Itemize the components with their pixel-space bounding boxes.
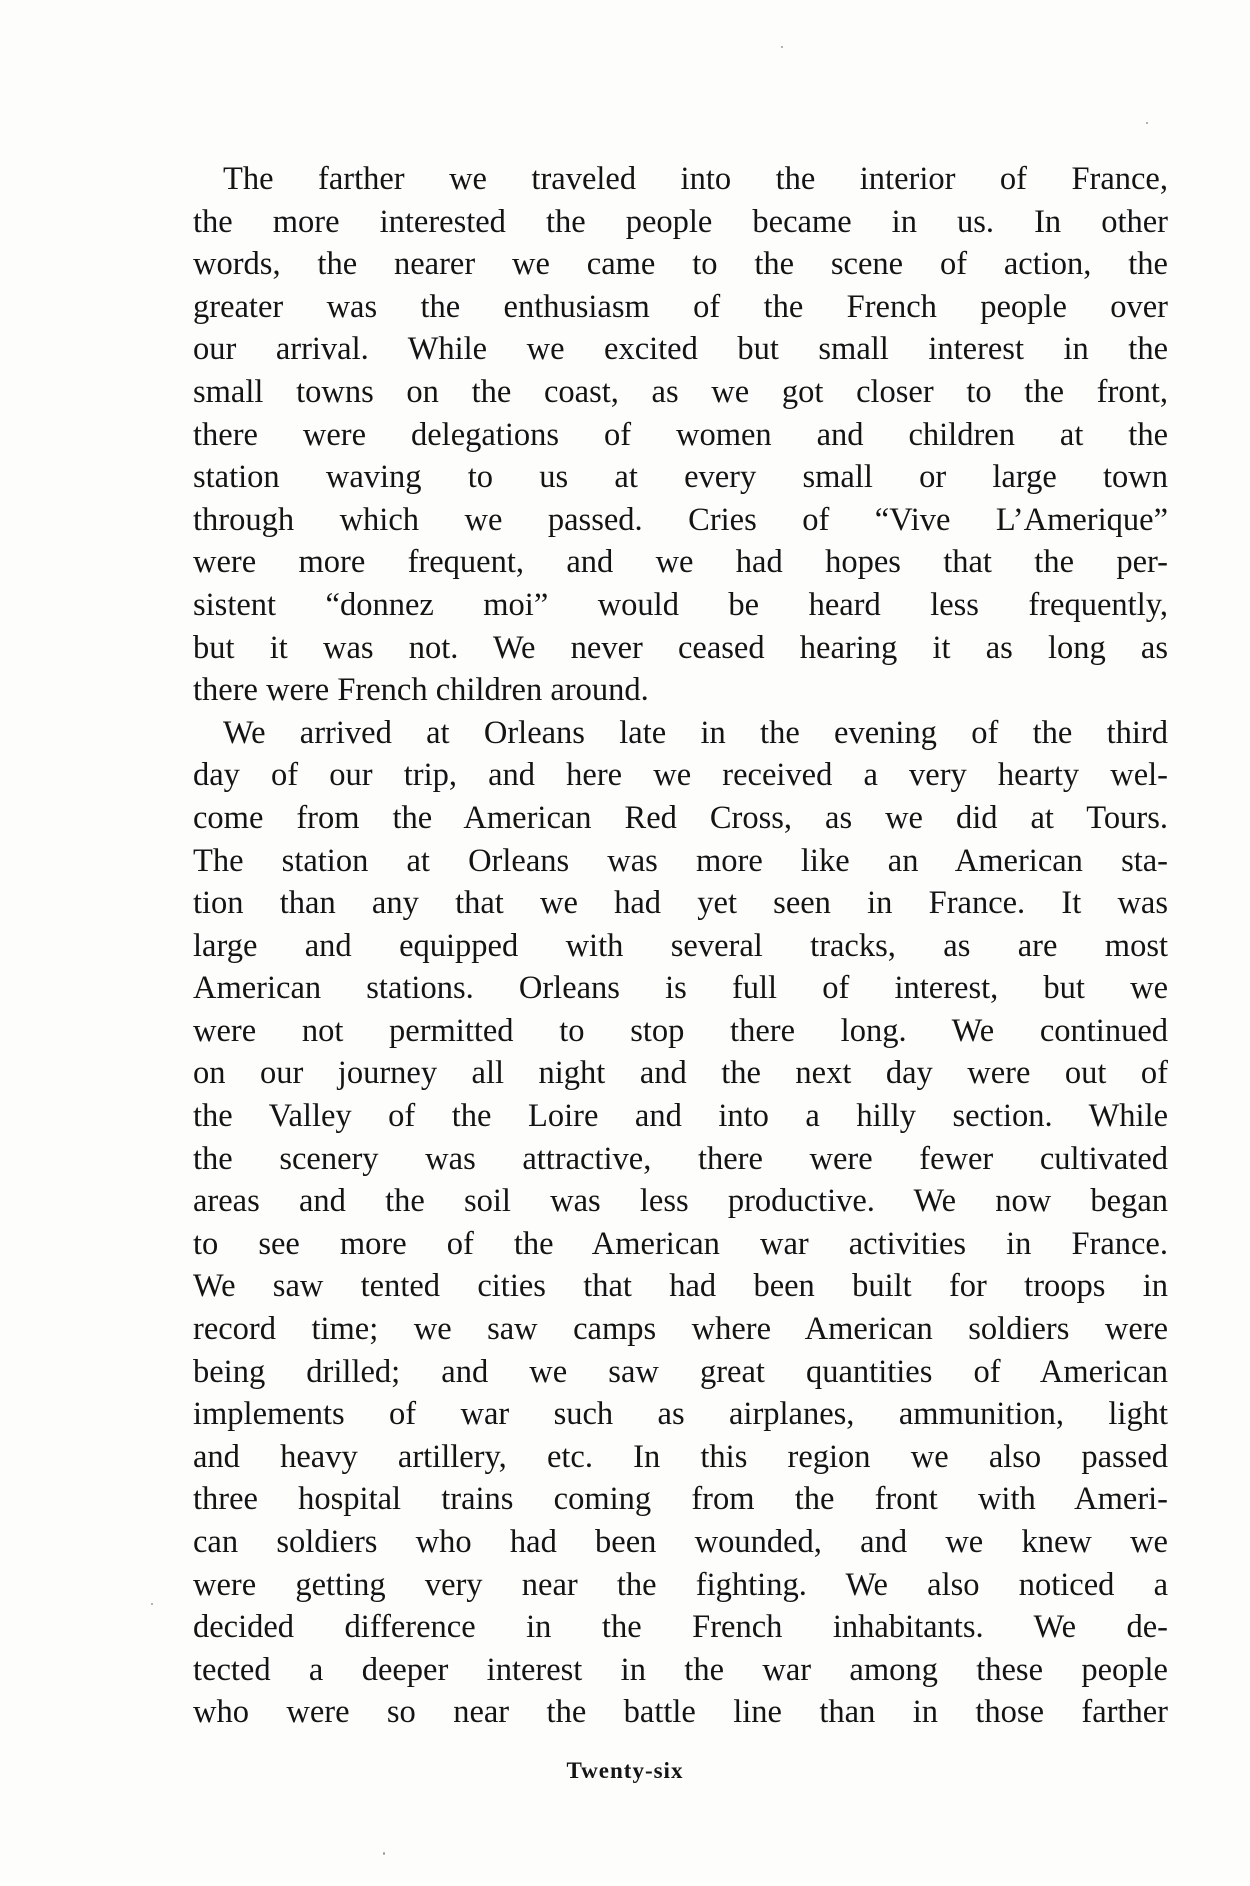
paragraph-2 bbox=[193, 712, 1168, 1734]
text-line: on our journey all night and the next day were out of bbox=[193, 1055, 1168, 1092]
text-line: come from the American Red Cross, as we did at Tours. bbox=[193, 799, 1168, 836]
text-line: We arrived at Orleans late in the evening of the third bbox=[223, 714, 1168, 751]
text-line: the scenery was attractive, there were fewer cultivated bbox=[193, 1140, 1168, 1177]
text-line: were not permitted to stop there long. We continued bbox=[193, 1012, 1168, 1049]
text-line: the more interested the people became in us. In other bbox=[193, 203, 1168, 240]
text-line: our arrival. While we excited but small interest in the bbox=[193, 331, 1168, 368]
text-line: tion than any that we had yet seen in France. It was bbox=[193, 885, 1168, 922]
text-line: there were delegations of women and children at the bbox=[193, 416, 1168, 453]
text-line: three hospital trains coming from the front with Ameri- bbox=[193, 1481, 1168, 1518]
text-line: tected a deeper interest in the war among these people bbox=[193, 1651, 1168, 1688]
text-line: areas and the soil was less productive. We now began bbox=[193, 1183, 1168, 1220]
text-line: implements of war such as airplanes, ammunition, light bbox=[193, 1396, 1168, 1433]
text-line: were more frequent, and we had hopes that the per- bbox=[193, 544, 1168, 581]
text-line: decided difference in the French inhabitants. We de- bbox=[193, 1609, 1168, 1646]
text-line: sistent “donnez moi” would be heard less frequently, bbox=[193, 586, 1168, 623]
text-line: there were French children around. bbox=[193, 672, 649, 709]
text-line: small towns on the coast, as we got closer to the front, bbox=[193, 373, 1168, 410]
text-line: can soldiers who had been wounded, and we knew we bbox=[193, 1524, 1168, 1560]
text-line: The station at Orleans was more like an American sta- bbox=[193, 842, 1168, 879]
text-line: and heavy artillery, etc. In this region we also passed bbox=[193, 1438, 1168, 1475]
text-line: the Valley of the Loire and into a hilly section. While bbox=[193, 1098, 1168, 1135]
text-line: greater was the enthusiasm of the French people over bbox=[193, 288, 1168, 325]
text-line: being drilled; and we saw great quantities of American bbox=[193, 1353, 1168, 1390]
body-text bbox=[193, 158, 1168, 1734]
text-line: through which we passed. Cries of “Vive L’Amerique” bbox=[193, 501, 1168, 538]
text-line: who were so near the battle line than in those farther bbox=[193, 1694, 1168, 1731]
text-line: to see more of the American war activities in France. bbox=[193, 1225, 1168, 1262]
text-line: The farther we traveled into the interior of France, bbox=[223, 161, 1168, 197]
text-line: We saw tented cities that had been built for troops in bbox=[193, 1268, 1168, 1305]
text-line: were getting very near the fighting. We also noticed a bbox=[193, 1566, 1168, 1603]
paper-speck bbox=[383, 1852, 385, 1855]
paper-speck bbox=[151, 1603, 153, 1605]
page-number: Twenty-six bbox=[566, 1758, 684, 1783]
text-line: large and equipped with several tracks, as are most bbox=[193, 927, 1168, 964]
text-line: American stations. Orleans is full of interest, but we bbox=[193, 970, 1168, 1007]
paper-speck bbox=[781, 46, 783, 48]
text-line: but it was not. We never ceased hearing it as long as bbox=[193, 629, 1168, 666]
text-line: station waving to us at every small or large town bbox=[193, 459, 1168, 496]
text-line: words, the nearer we came to the scene of action, the bbox=[193, 246, 1168, 283]
text-line: record time; we saw camps where American soldiers were bbox=[193, 1311, 1168, 1348]
paragraph-1 bbox=[193, 158, 1168, 712]
paper-speck bbox=[1146, 122, 1148, 124]
text-line: day of our trip, and here we received a very hearty wel- bbox=[193, 757, 1168, 794]
